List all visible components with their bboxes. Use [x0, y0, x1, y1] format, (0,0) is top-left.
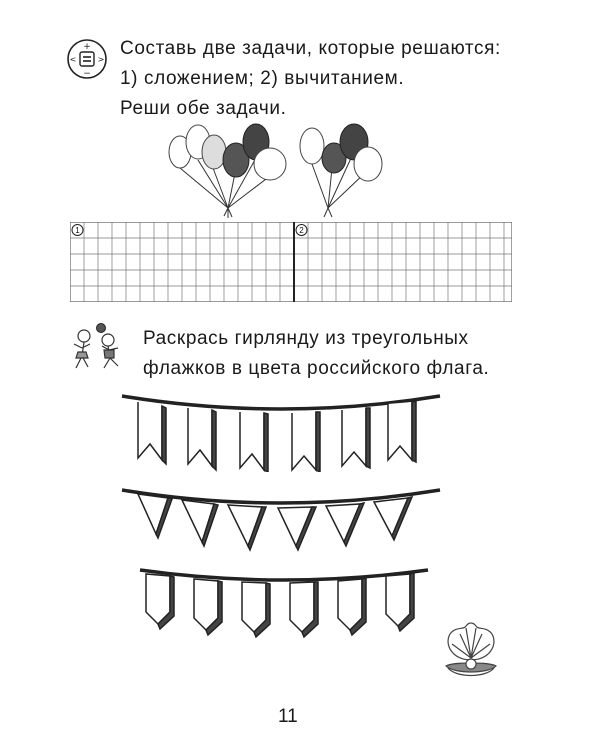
page-number: 11 — [278, 706, 298, 727]
flag-swallowtail-1 — [138, 402, 166, 464]
svg-text:+: + — [83, 42, 91, 52]
garland-pennants — [136, 562, 432, 642]
svg-text:−: − — [83, 69, 91, 79]
flag-triangle-2 — [182, 500, 218, 546]
flag-swallowtail-5 — [342, 408, 370, 468]
svg-text:<: < — [69, 55, 77, 64]
flag-triangle-4 — [278, 507, 316, 550]
svg-text:>: > — [97, 55, 105, 64]
task2-line-2: флажков в цвета российского флага. — [143, 358, 490, 379]
children-playing-icon — [68, 322, 128, 374]
balloons-left-illustration — [158, 120, 288, 220]
flag-swallowtail-2 — [188, 408, 216, 470]
grid-label-1: 1 — [75, 226, 80, 235]
balloons-right-illustration — [296, 120, 386, 220]
flag-triangle-1 — [138, 494, 172, 538]
flag-pennant-2 — [194, 579, 222, 635]
seashell-pearl-icon — [440, 622, 502, 680]
flag-swallowtail-3 — [240, 412, 268, 472]
flag-pennant-1 — [146, 574, 174, 629]
flag-triangle-6 — [374, 497, 412, 540]
flag-triangle-5 — [326, 503, 364, 546]
grid-label-2: 2 — [299, 226, 304, 235]
garland-triangles — [118, 482, 444, 556]
task2-line-1: Раскрась гирлянду из треугольных — [143, 328, 469, 349]
flag-swallowtail-6 — [388, 401, 416, 462]
grid-lines — [70, 222, 512, 302]
task1-line-2: 1) сложением; 2) вычитанием. — [120, 68, 405, 89]
flag-pennant-6 — [386, 573, 414, 631]
flag-pennant-5 — [338, 578, 366, 635]
flag-pennant-4 — [290, 582, 318, 637]
math-operations-icon — [66, 38, 108, 80]
writing-grid — [70, 222, 512, 302]
task1-line-1: Составь две задачи, которые решаются: — [120, 38, 501, 59]
flag-pennant-3 — [242, 582, 270, 637]
garland-swallowtail — [118, 386, 444, 472]
flag-triangle-3 — [228, 505, 266, 550]
task1-line-3: Реши обе задачи. — [120, 98, 287, 119]
flag-swallowtail-4 — [292, 412, 320, 472]
